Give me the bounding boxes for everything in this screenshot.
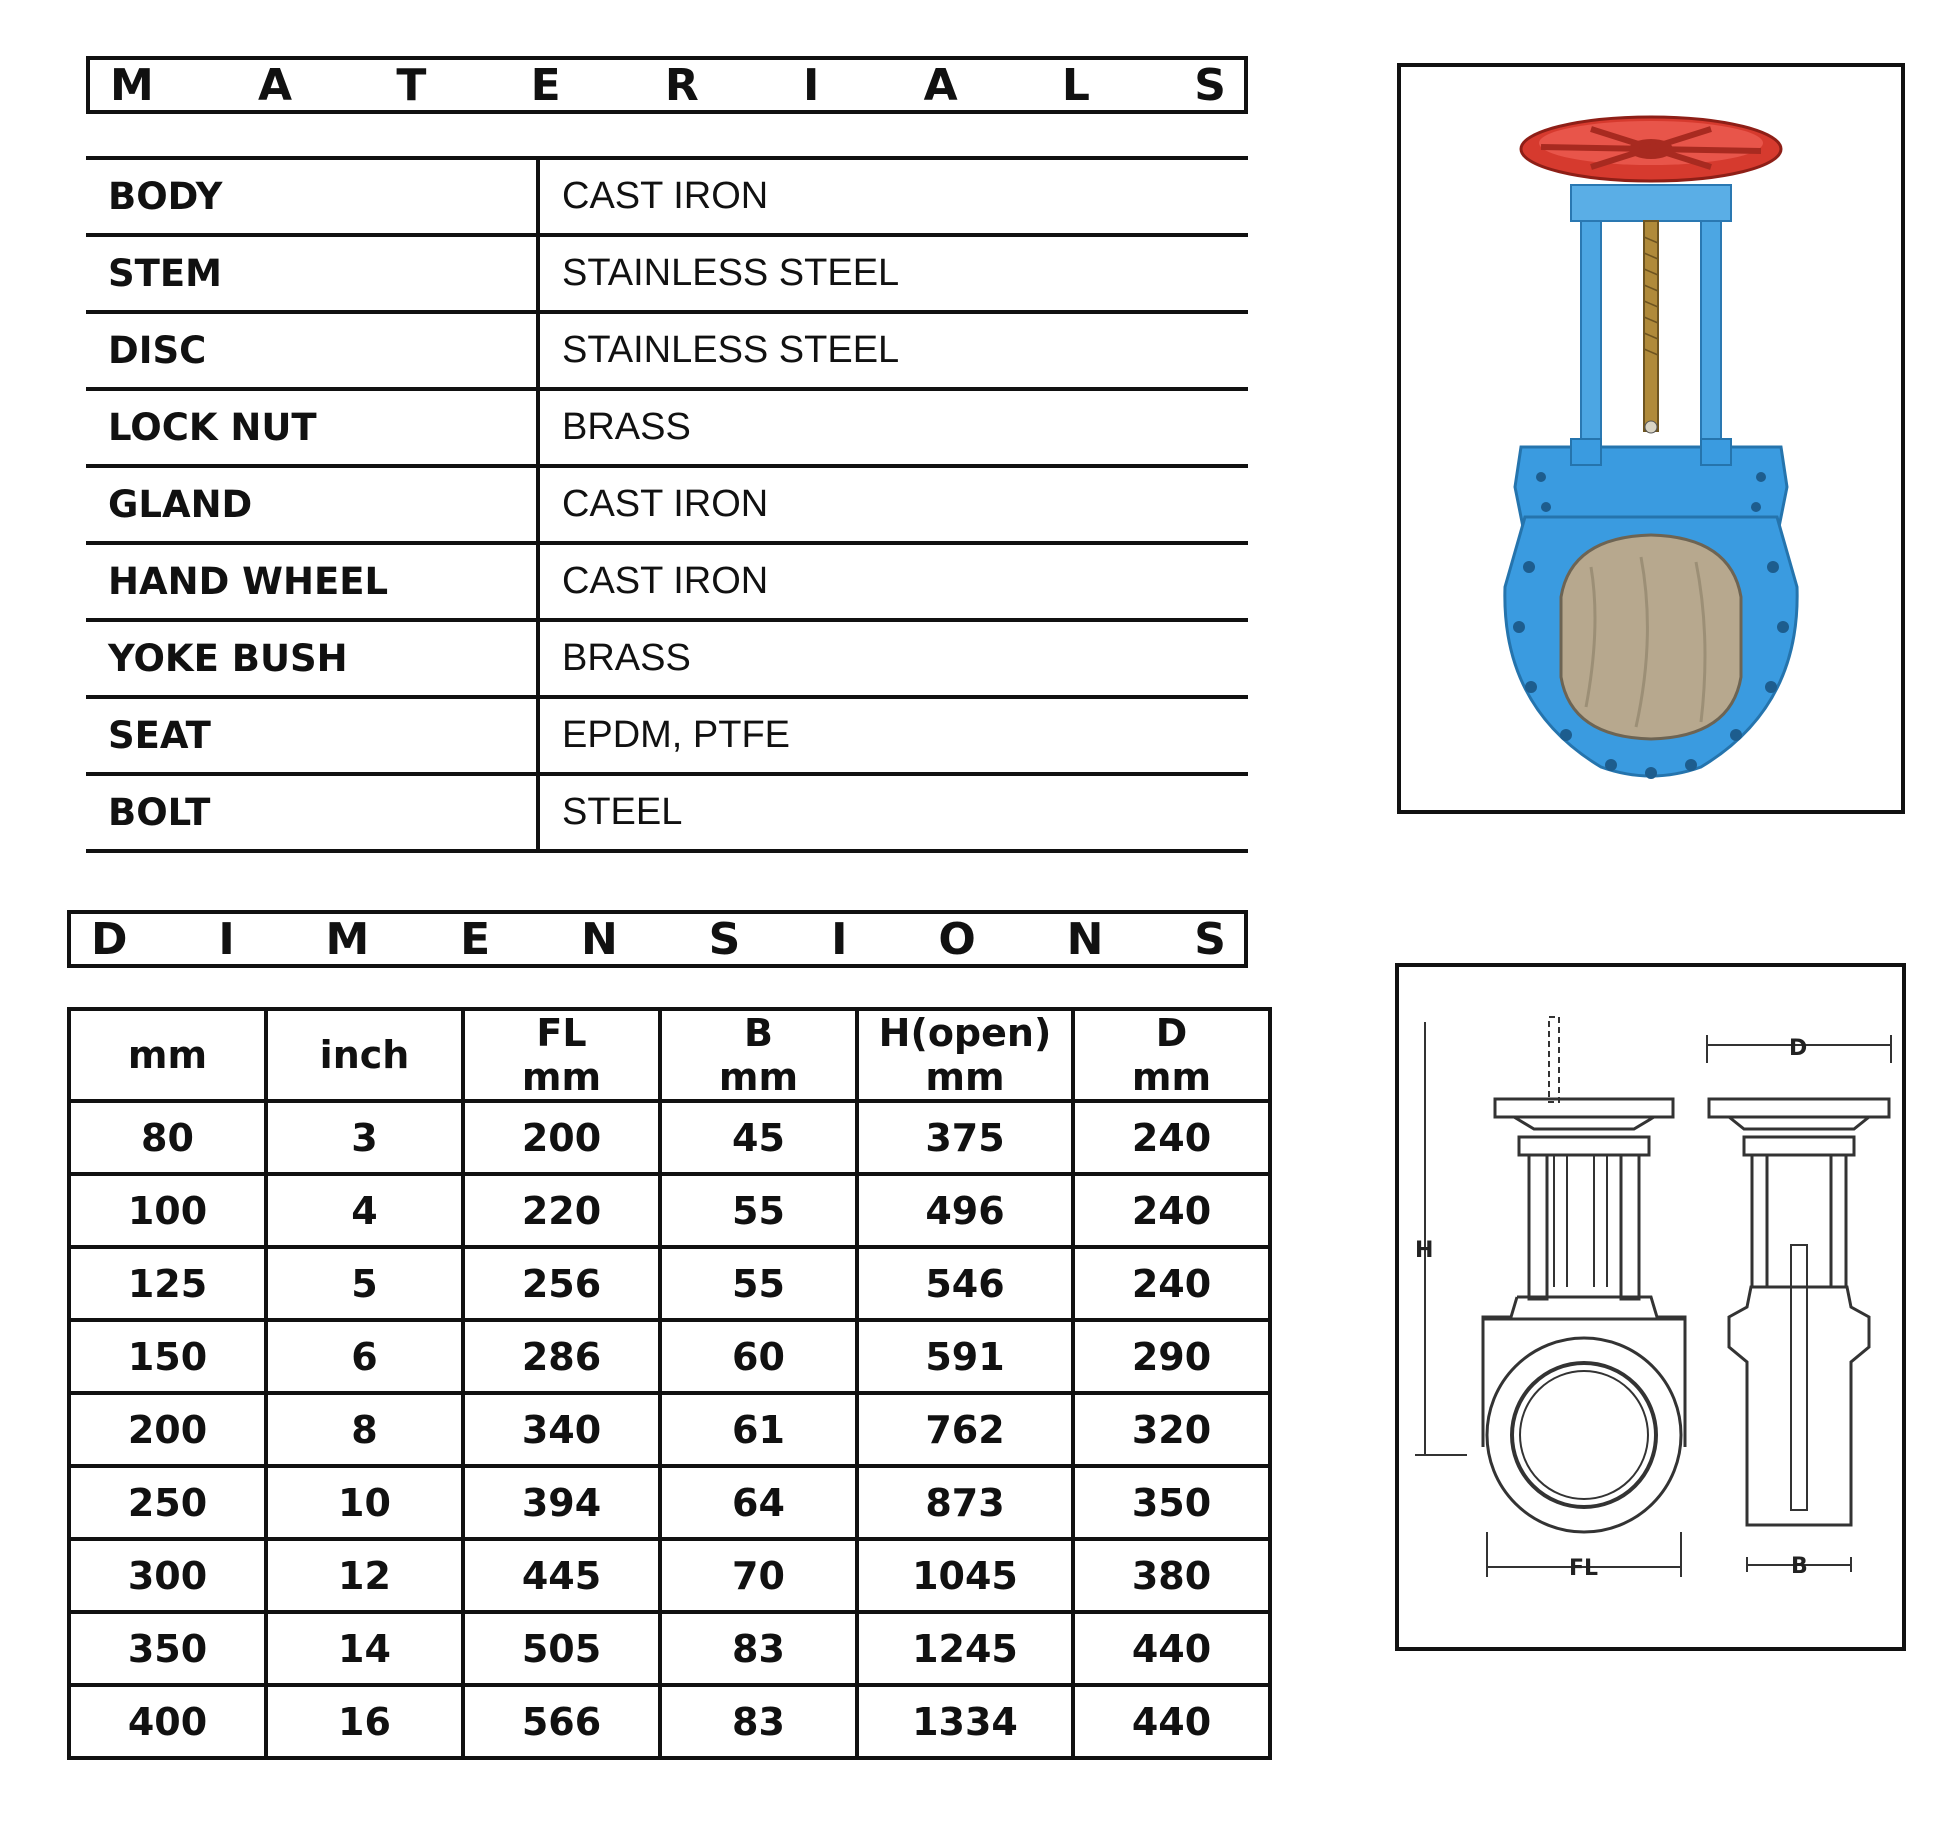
part-name: YOKE BUSH <box>86 620 538 697</box>
dimension-cell: 240 <box>1073 1247 1270 1320</box>
dimension-cell: 6 <box>266 1320 463 1393</box>
dimension-cell: 8 <box>266 1393 463 1466</box>
dimensions-heading-letter: I <box>831 913 848 965</box>
part-name: DISC <box>86 312 538 389</box>
dimension-cell: 240 <box>1073 1101 1270 1174</box>
dimensions-row <box>69 1101 1270 1174</box>
dimension-cell: 591 <box>857 1320 1073 1393</box>
dimension-cell: 150 <box>69 1320 266 1393</box>
dimension-cell: 1334 <box>857 1685 1073 1758</box>
dimension-cell: 80 <box>69 1101 266 1174</box>
dim-label-fl: FL <box>1569 1556 1599 1581</box>
dimension-cell: 340 <box>463 1393 660 1466</box>
dimension-cell: 5 <box>266 1247 463 1320</box>
dimension-cell: 45 <box>660 1101 857 1174</box>
column-header-line: H(open) <box>878 1011 1052 1055</box>
dim-label-h: H <box>1415 1238 1434 1263</box>
part-name: HAND WHEEL <box>86 543 538 620</box>
materials-row <box>86 158 1248 235</box>
dimension-cell: 14 <box>266 1612 463 1685</box>
dimension-cell: 762 <box>857 1393 1073 1466</box>
part-material: STAINLESS STEEL <box>538 235 1248 312</box>
dimensions-column-header <box>660 1009 857 1101</box>
column-header-line: mm <box>925 1055 1005 1099</box>
dimension-cell: 4 <box>266 1174 463 1247</box>
dimensions-row <box>69 1393 1270 1466</box>
part-name: STEM <box>86 235 538 312</box>
dimensions-heading-letter: S <box>708 913 741 965</box>
dimension-cell: 200 <box>69 1393 266 1466</box>
dimension-cell: 125 <box>69 1247 266 1320</box>
part-material: CAST IRON <box>538 543 1248 620</box>
dimension-cell: 70 <box>660 1539 857 1612</box>
gate-disc <box>1561 535 1741 739</box>
dimension-cell: 83 <box>660 1685 857 1758</box>
part-material: STAINLESS STEEL <box>538 312 1248 389</box>
dimension-cell: 83 <box>660 1612 857 1685</box>
dimension-cell: 100 <box>69 1174 266 1247</box>
column-header-line: mm <box>127 1033 208 1077</box>
dimension-cell: 505 <box>463 1612 660 1685</box>
part-material: BRASS <box>538 389 1248 466</box>
dimensions-row <box>69 1247 1270 1320</box>
dimension-cell: 61 <box>660 1393 857 1466</box>
dimensions-row <box>69 1539 1270 1612</box>
part-material: STEEL <box>538 774 1248 851</box>
dimensions-heading-letter: N <box>1066 913 1104 965</box>
dimensions-heading <box>67 910 1248 968</box>
column-header-line: B <box>744 1011 773 1055</box>
dimensions-heading-letter: D <box>91 913 128 965</box>
materials-heading-letter: A <box>923 59 958 111</box>
dimensions-heading-letter: I <box>218 913 235 965</box>
dimension-cell: 10 <box>266 1466 463 1539</box>
dimension-cell: 380 <box>1073 1539 1270 1612</box>
dimension-cell: 566 <box>463 1685 660 1758</box>
part-material: BRASS <box>538 620 1248 697</box>
materials-heading-letter: S <box>1194 59 1226 111</box>
dimension-cell: 240 <box>1073 1174 1270 1247</box>
dimension-cell: 320 <box>1073 1393 1270 1466</box>
part-material: CAST IRON <box>538 158 1248 235</box>
materials-heading-letter: E <box>530 59 561 111</box>
column-header-line: FL <box>536 1011 587 1055</box>
materials-row <box>86 774 1248 851</box>
dimensions-row <box>69 1466 1270 1539</box>
valve-dimension-drawing <box>1395 963 1906 1651</box>
materials-row <box>86 697 1248 774</box>
dimensions-heading-letter: O <box>938 913 976 965</box>
dimensions-column-header <box>463 1009 660 1101</box>
dimension-cell: 55 <box>660 1247 857 1320</box>
dimension-cell: 16 <box>266 1685 463 1758</box>
dimension-cell: 290 <box>1073 1320 1270 1393</box>
dimensions-heading-letter: E <box>460 913 491 965</box>
part-name: BOLT <box>86 774 538 851</box>
dimension-cell: 394 <box>463 1466 660 1539</box>
materials-heading-letter: T <box>396 59 427 111</box>
dimensions-column-header <box>1073 1009 1270 1101</box>
dimension-cell: 256 <box>463 1247 660 1320</box>
materials-row <box>86 543 1248 620</box>
dimension-cell: 200 <box>463 1101 660 1174</box>
dimension-cell: 1245 <box>857 1612 1073 1685</box>
materials-table <box>86 156 1248 853</box>
dimension-cell: 350 <box>69 1612 266 1685</box>
dimensions-table <box>67 1007 1272 1760</box>
materials-heading-letter: R <box>664 59 699 111</box>
part-name: LOCK NUT <box>86 389 538 466</box>
dimension-cell: 375 <box>857 1101 1073 1174</box>
column-header-line: inch <box>319 1033 410 1077</box>
dimensions-row <box>69 1174 1270 1247</box>
dimensions-row <box>69 1612 1270 1685</box>
dimension-cell: 440 <box>1073 1612 1270 1685</box>
dim-label-d: D <box>1789 1036 1808 1061</box>
dimension-cell: 546 <box>857 1247 1073 1320</box>
column-header-line: D <box>1155 1011 1188 1055</box>
dimensions-column-header <box>857 1009 1073 1101</box>
dimension-cell: 64 <box>660 1466 857 1539</box>
dimension-cell: 250 <box>69 1466 266 1539</box>
dimensions-row <box>69 1320 1270 1393</box>
dimensions-column-header <box>69 1009 266 1101</box>
dimension-cell: 55 <box>660 1174 857 1247</box>
dimension-cell: 440 <box>1073 1685 1270 1758</box>
dimension-cell: 3 <box>266 1101 463 1174</box>
dimension-cell: 12 <box>266 1539 463 1612</box>
materials-heading-letter: I <box>803 59 820 111</box>
dimension-cell: 1045 <box>857 1539 1073 1612</box>
column-header-line: mm <box>521 1055 602 1099</box>
materials-heading-letter: A <box>258 59 293 111</box>
part-name: SEAT <box>86 697 538 774</box>
materials-row <box>86 620 1248 697</box>
dimension-cell: 873 <box>857 1466 1073 1539</box>
dimension-cell: 300 <box>69 1539 266 1612</box>
materials-row <box>86 235 1248 312</box>
dimension-cell: 400 <box>69 1685 266 1758</box>
column-header-line: mm <box>718 1055 799 1099</box>
materials-heading-letter: L <box>1061 59 1090 111</box>
part-material: CAST IRON <box>538 466 1248 543</box>
part-name: BODY <box>86 158 538 235</box>
materials-row <box>86 312 1248 389</box>
knife-gate-valve-image <box>1401 67 1901 810</box>
dimension-cell: 286 <box>463 1320 660 1393</box>
dim-label-b: B <box>1791 1554 1808 1579</box>
materials-row <box>86 466 1248 543</box>
dimension-cell: 496 <box>857 1174 1073 1247</box>
dimension-cell: 445 <box>463 1539 660 1612</box>
part-material: EPDM, PTFE <box>538 697 1248 774</box>
dimensions-heading-letter: M <box>325 913 370 965</box>
dimension-cell: 220 <box>463 1174 660 1247</box>
dimension-cell: 60 <box>660 1320 857 1393</box>
dimensions-row <box>69 1685 1270 1758</box>
materials-heading-letter: M <box>110 59 154 111</box>
materials-row <box>86 389 1248 466</box>
materials-heading <box>86 56 1248 114</box>
part-name: GLAND <box>86 466 538 543</box>
dimensions-column-header <box>266 1009 463 1101</box>
column-header-line: mm <box>1131 1055 1212 1099</box>
dimension-cell: 350 <box>1073 1466 1270 1539</box>
valve-photo <box>1397 63 1905 814</box>
dimensions-heading-letter: N <box>581 913 618 965</box>
dimensions-heading-letter: S <box>1194 913 1226 965</box>
dimension-drawing <box>1399 967 1902 1647</box>
